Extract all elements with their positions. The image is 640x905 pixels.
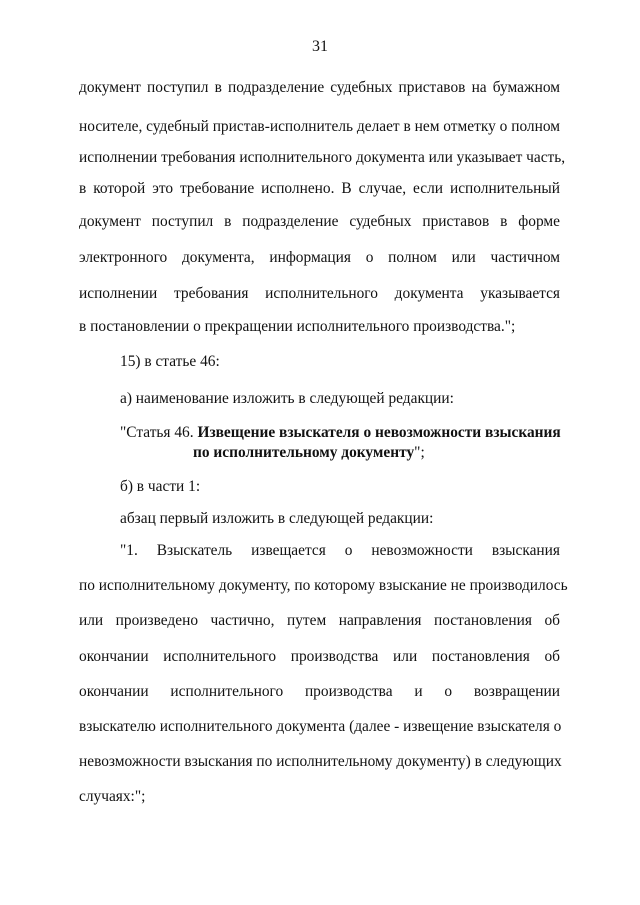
paragraph-line: в постановлении о прекращении исполнительного производства.";	[79, 318, 516, 335]
paragraph-line: электронного документа, информация о полном или частичном	[79, 249, 560, 266]
paragraph-line: документ поступил в подразделение судебных приставов на бумажном	[79, 79, 560, 96]
paragraph-line: окончании исполнительного производства или постановления об	[79, 648, 560, 665]
paragraph-line: в которой это требование исполнено. В случае, если исполнительный	[79, 180, 560, 197]
paragraph-line: взыскателю исполнительного документа (далее - извещение взыскателя о	[79, 718, 562, 735]
paragraph-line: по исполнительному документу, по которому взыскание не производилось	[79, 577, 568, 594]
paragraph-line: окончании исполнительного производства и о возвращении	[79, 683, 560, 700]
paragraph-line: абзац первый изложить в следующей редакции:	[120, 510, 434, 527]
paragraph-line: случаях:";	[79, 788, 146, 805]
amendment-subitem: а) наименование изложить в следующей редакции:	[120, 390, 454, 407]
paragraph-line: документ поступил в подразделение судебных приставов в форме	[79, 213, 560, 230]
paragraph-line: невозможности взыскания по исполнительному документу) в следующих	[79, 753, 562, 770]
paragraph-line: исполнении требования исполнительного документа указывается	[79, 285, 560, 302]
article-title-part1: Извещение взыскателя о невозможности взыскания	[197, 424, 561, 441]
article-heading-line2	[193, 443, 560, 463]
paragraph-line: "1. Взыскатель извещается о невозможности взыскания	[120, 542, 560, 559]
article-number: "Статья 46.	[120, 424, 194, 441]
amendment-subitem: б) в части 1:	[120, 478, 201, 495]
paragraph-line: или произведено частично, путем направления постановления об	[79, 612, 560, 629]
amendment-item: 15) в статье 46:	[120, 353, 220, 370]
paragraph-line: исполнении требования исполнительного документа или указывает часть,	[79, 149, 566, 166]
page-number: 31	[312, 38, 328, 55]
article-title-part2: по исполнительному документу	[193, 444, 415, 461]
paragraph-line: носителе, судебный пристав-исполнитель делает в нем отметку о полном	[79, 118, 560, 135]
article-heading-line1	[120, 423, 560, 443]
article-heading-suffix: ";	[414, 444, 425, 461]
